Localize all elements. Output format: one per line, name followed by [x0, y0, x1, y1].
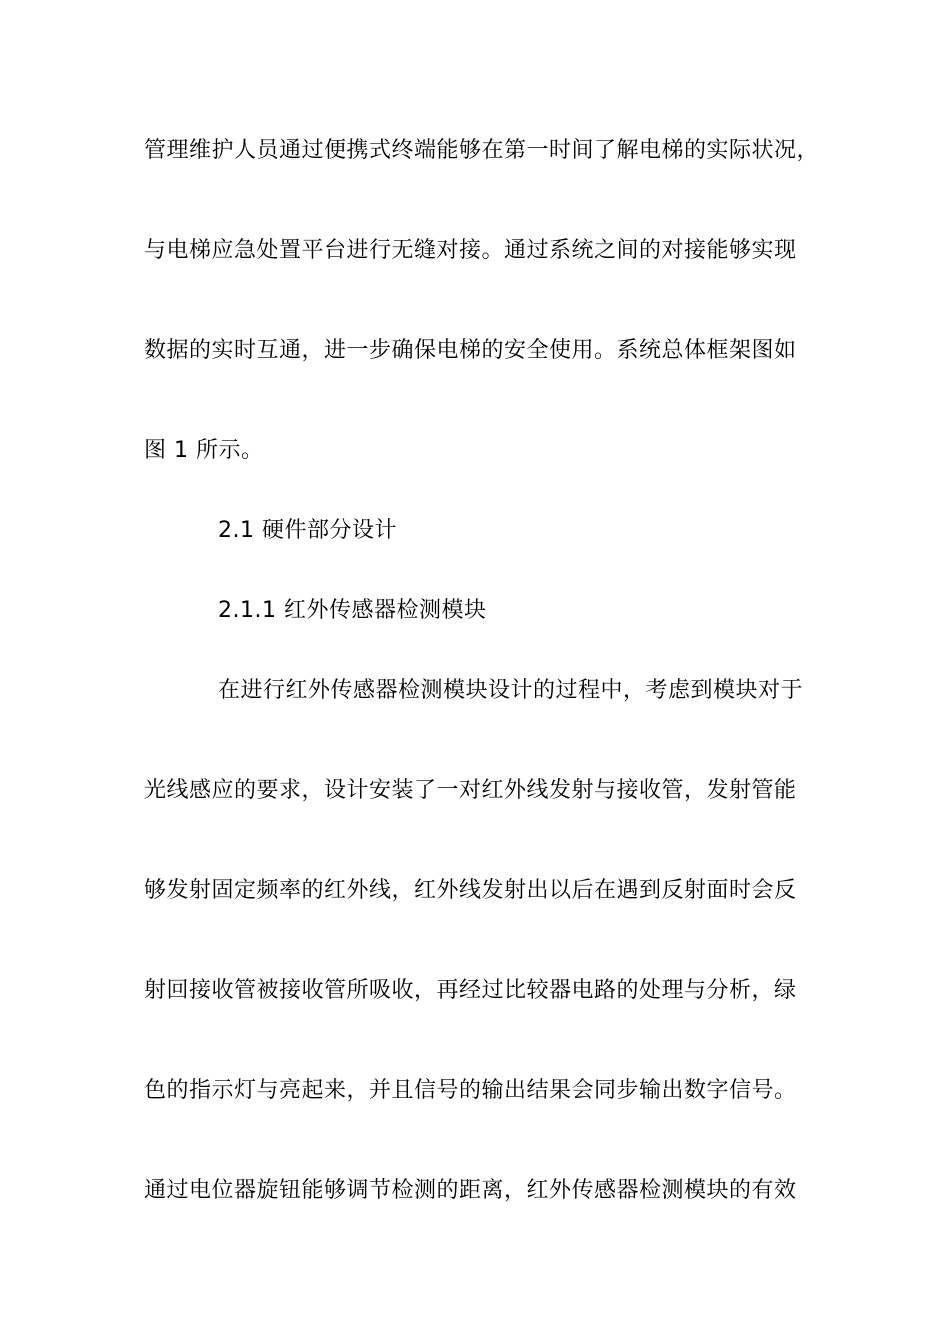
- section-heading: 2.1 硬件部分设计: [218, 518, 397, 543]
- text-line: 数据的实时互通，进一步确保电梯的安全使用。系统总体框架图如: [144, 338, 797, 363]
- paragraph-line: 通过电位器旋钮能够调节检测的距离，红外传感器检测模块的有效: [144, 1178, 797, 1203]
- paragraph-line: 够发射固定频率的红外线，红外线发射出以后在遇到反射面时会反: [144, 878, 797, 903]
- text-line: 与电梯应急处置平台进行无缝对接。通过系统之间的对接能够实现: [144, 238, 797, 263]
- text-line: 管理维护人员通过便携式终端能够在第一时间了解电梯的实际状况，: [144, 138, 820, 163]
- paragraph-line: 色的指示灯与亮起来，并且信号的输出结果会同步输出数字信号。: [144, 1078, 797, 1103]
- text-line: 图 1 所示。: [144, 438, 264, 463]
- paragraph-line: 光线感应的要求，设计安装了一对红外线发射与接收管，发射管能: [144, 778, 797, 803]
- paragraph-line: 射回接收管被接收管所吸收，再经过比较器电路的处理与分析，绿: [144, 978, 797, 1003]
- paragraph-first-line: 在进行红外传感器检测模块设计的过程中，考虑到模块对于: [218, 678, 804, 703]
- subsection-heading: 2.1.1 红外传感器检测模块: [218, 598, 487, 623]
